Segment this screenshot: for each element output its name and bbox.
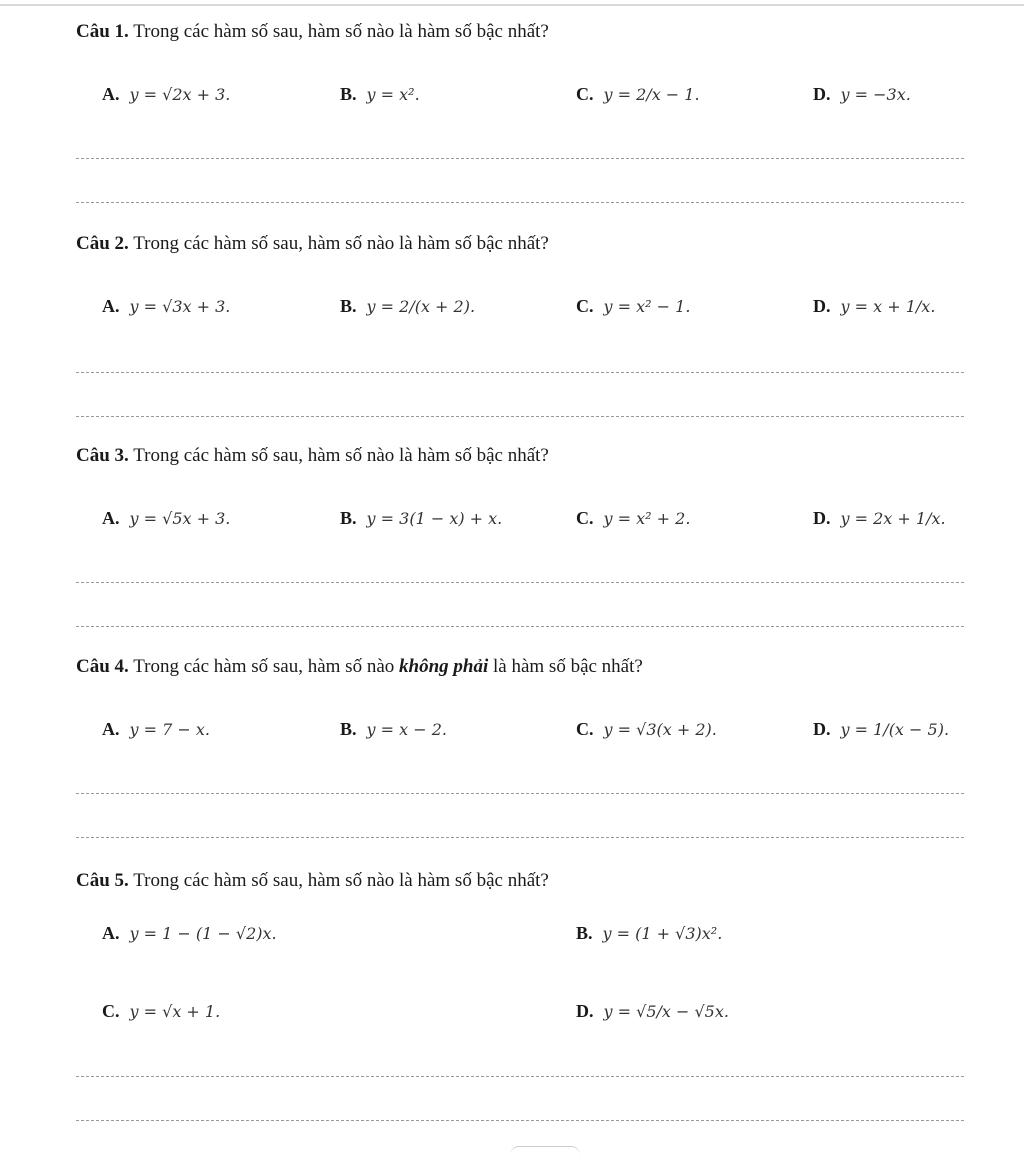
question-text: Trong các hàm số sau, hàm số nào là hàm số bậc nhất?	[133, 21, 549, 42]
option-d: D. y = 2x + 1/x.	[813, 508, 946, 528]
question-text: Trong các hàm số sau, hàm số nào là hàm số bậc nhất?	[133, 445, 549, 466]
question-number: Câu 2.	[76, 233, 129, 254]
page-top-border	[0, 4, 1024, 6]
question-number: Câu 1.	[76, 21, 129, 42]
answer-line	[76, 158, 964, 159]
option-c: C. y = 2/x − 1.	[576, 84, 700, 104]
option-a: A. y = √3x + 3.	[102, 296, 231, 316]
question-text: Trong các hàm số sau, hàm số nào là hàm số bậc nhất?	[133, 870, 549, 891]
question-text: Trong các hàm số sau, hàm số nào	[133, 656, 395, 677]
question-number: Câu 3.	[76, 445, 129, 466]
question-emphasis: không phải	[399, 656, 489, 677]
option-c: C. y = √x + 1.	[102, 1001, 221, 1021]
answer-line	[76, 202, 964, 203]
answer-line	[76, 1120, 964, 1121]
option-a: A. y = √2x + 3.	[102, 84, 231, 104]
answer-line	[76, 793, 964, 794]
question-title	[76, 444, 549, 468]
option-b: B. y = 3(1 − x) + x.	[340, 508, 503, 528]
question-text-end: là hàm số bậc nhất?	[493, 656, 643, 677]
option-b: B. y = 2/(x + 2).	[340, 296, 476, 316]
question-title	[76, 232, 549, 256]
question-title	[76, 655, 643, 679]
answer-line	[76, 837, 964, 838]
answer-line	[76, 626, 964, 627]
answer-line	[76, 416, 964, 417]
answer-line	[76, 1076, 964, 1077]
option-a: A. y = 1 − (1 − √2)x.	[102, 923, 277, 943]
option-d: D. y = x + 1/x.	[813, 296, 936, 316]
question-title	[76, 20, 549, 44]
question-title	[76, 869, 549, 893]
option-a: A. y = √5x + 3.	[102, 508, 231, 528]
option-d: D. y = 1/(x − 5).	[813, 719, 950, 739]
question-text: Trong các hàm số sau, hàm số nào là hàm số bậc nhất?	[133, 233, 549, 254]
option-b: B. y = x².	[340, 84, 420, 104]
option-b: B. y = (1 + √3)x².	[576, 923, 723, 943]
option-c: C. y = x² + 2.	[576, 508, 691, 528]
question-number: Câu 5.	[76, 870, 129, 891]
option-a: A. y = 7 − x.	[102, 719, 210, 739]
question-number: Câu 4.	[76, 656, 129, 677]
option-c: C. y = √3(x + 2).	[576, 719, 717, 739]
answer-line	[76, 582, 964, 583]
option-d: D. y = −3x.	[813, 84, 911, 104]
option-b: B. y = x − 2.	[340, 719, 447, 739]
answer-line	[76, 372, 964, 373]
option-c: C. y = x² − 1.	[576, 296, 691, 316]
option-d: D. y = √5/x − √5x.	[576, 1001, 729, 1021]
